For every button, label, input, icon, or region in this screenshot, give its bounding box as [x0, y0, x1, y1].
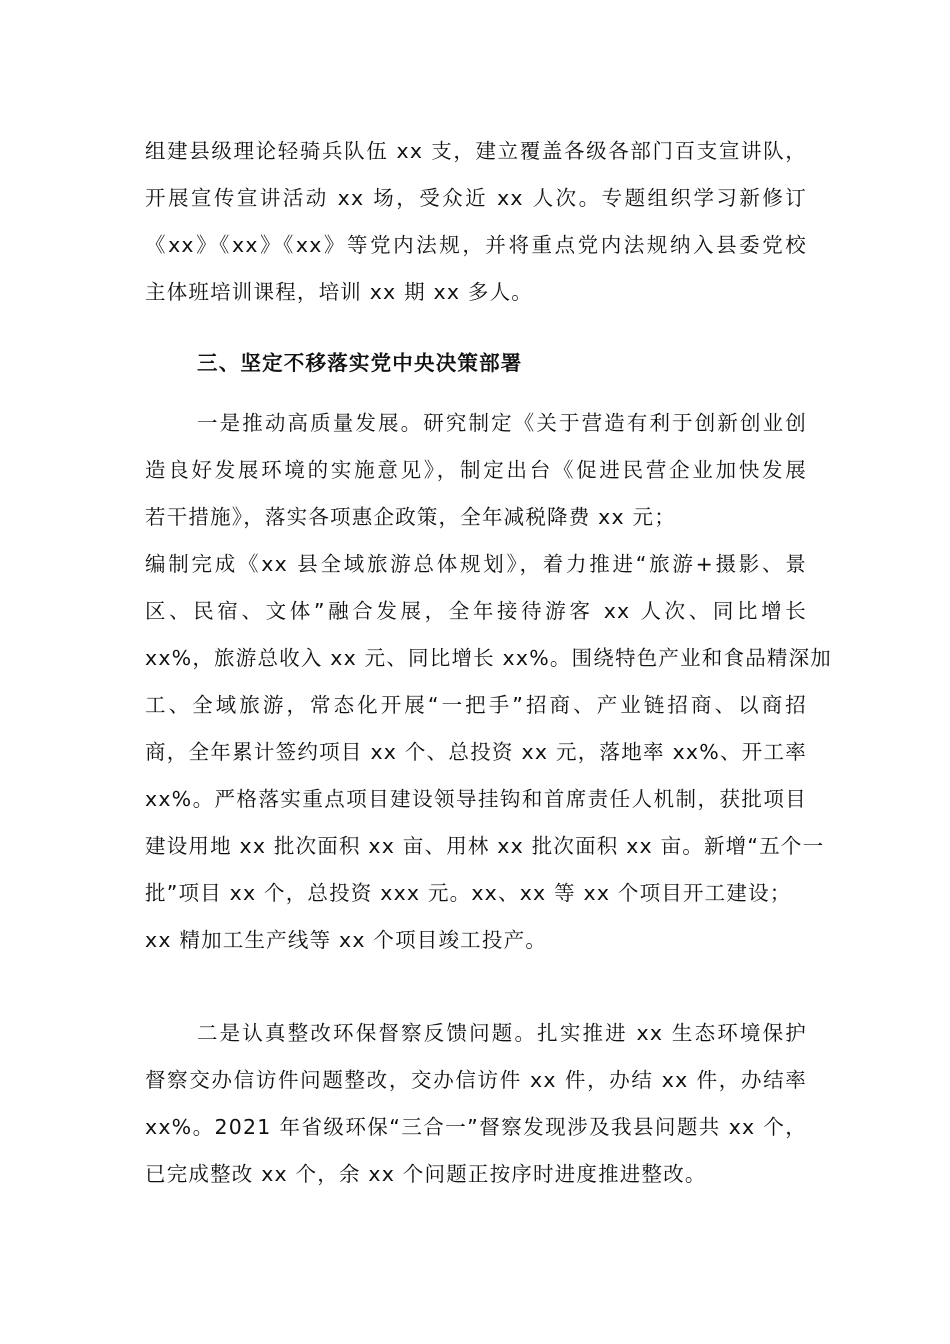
paragraph-3-line-2: 督察交办信访件问题整改，交办信访件 xx 件，办结 xx 件，办结率 [145, 1068, 807, 1092]
paragraph-1 [145, 128, 807, 316]
section-heading: 三、坚定不移落实党中央决策部署 [197, 351, 523, 375]
paragraph-1-line-4: 主体班培训课程，培训 xx 期 xx 多人。 [145, 280, 533, 304]
paragraph-2-line-3: 若干措施》，落实各项惠企政策，全年减税降费 xx 元； [145, 505, 676, 529]
paragraph-2-line-10: 建设用地 xx 批次面积 xx 亩、用林 xx 批次面积 xx 亩。新增“五个一 [145, 834, 825, 858]
paragraph-2-line-12: xx 精加工生产线等 xx 个项目竣工投产。 [145, 928, 547, 952]
paragraph-1-line-1: 组建县级理论轻骑兵队伍 xx 支，建立覆盖各级各部门百支宣讲队， [145, 139, 807, 163]
paragraph-2-line-2: 造良好发展环境的实施意见》，制定出台《促进民营企业加快发展 [145, 458, 807, 482]
paragraph-3-line-3: xx%。2021 年省级环保“三合一”督察发现涉及我县问题共 xx 个， [145, 1115, 807, 1139]
paragraph-2-line-5: 区、民宿、文体”融合发展，全年接待游客 xx 人次、同比增长 [145, 599, 807, 623]
paragraph-2-line-7: 工、全域旅游，常态化开展“一把手”招商、产业链招商、以商招 [145, 693, 807, 717]
paragraph-2 [145, 400, 832, 964]
paragraph-2-line-9: xx%。严格落实重点项目建设领导挂钩和首席责任人机制，获批项目 [145, 787, 807, 811]
paragraph-1-line-2: 开展宣传宣讲活动 xx 场，受众近 xx 人次。专题组织学习新修订 [145, 186, 807, 210]
paragraph-1-line-3: 《xx》《xx》《xx》等党内法规，并将重点党内法规纳入县委党校 [145, 233, 807, 257]
paragraph-3 [145, 1010, 807, 1198]
paragraph-2-line-4: 编制完成《xx 县全域旅游总体规划》，着力推进“旅游+摄影、景 [145, 552, 807, 576]
paragraph-2-line-6: xx%，旅游总收入 xx 元、同比增长 xx%。围绕特色产业和食品精深加 [145, 646, 832, 670]
paragraph-2-line-11: 批”项目 xx 个，总投资 xxx 元。xx、xx 等 xx 个项目开工建设； [145, 881, 792, 905]
paragraph-2-line-8: 商，全年累计签约项目 xx 个、总投资 xx 元，落地率 xx%、开工率 [145, 740, 807, 764]
paragraph-3-line-4: 已完成整改 xx 个，余 xx 个问题正按序时进度推进整改。 [145, 1162, 707, 1186]
paragraph-3-line-1: 二是认真整改环保督察反馈问题。扎实推进 xx 生态环境保护 [197, 1021, 807, 1045]
paragraph-2-line-1: 一是推动高质量发展。研究制定《关于营造有利于创新创业创 [197, 411, 807, 435]
